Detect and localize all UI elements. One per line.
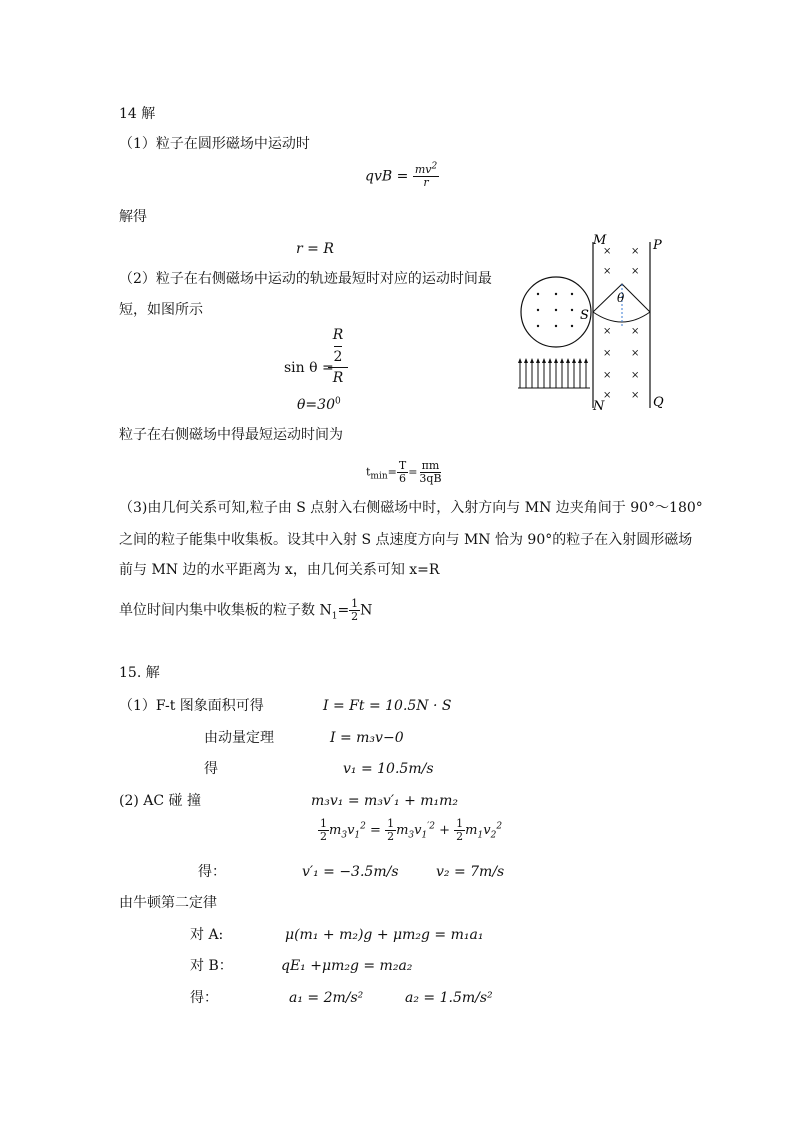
q15-eq-v1: v₁ = 10.5m/s: [343, 761, 434, 777]
svg-text:×: ×: [603, 326, 612, 337]
svg-text:×: ×: [603, 390, 612, 401]
label-s: S: [580, 308, 589, 323]
label-p: P: [653, 238, 662, 253]
q15-eq-b: qE₁ +μm₂g = m₂a₂: [281, 958, 413, 974]
q15-eq-momentum: I = m₃v−0: [330, 730, 404, 746]
svg-text:×: ×: [631, 370, 640, 381]
label-q: Q: [653, 395, 664, 410]
q14-count-suffix: N: [360, 602, 373, 619]
q14-part3-line4: 单位时间内集中收集板的粒子数 $N_1=$ $\frac{1}{2}$ N: [119, 597, 373, 623]
q15-eq-v2: v₂ = 7m/s: [436, 864, 505, 880]
q15-part1-label: （1）F-t 图象面积可得: [119, 698, 264, 714]
q14-theta-text: θ=30: [297, 397, 335, 413]
q14-eq-tmin: $t_{min}=$ $\frac{T}{6}$ = $\frac{\pi m}{3qB}$: [366, 459, 442, 485]
q14-theta-degree: 0: [334, 396, 341, 407]
q15-get2-label: 得：: [198, 864, 226, 880]
svg-text:×: ×: [603, 266, 612, 277]
q14-eq-lorentz: qvB = $\frac{mv^2}{r}$: [365, 161, 438, 189]
q15-part2-label: (2) AC 碰 撞: [119, 793, 202, 809]
q14-time-text: 粒子在右侧磁场中得最短运动时间为: [119, 427, 343, 443]
label-n: N: [593, 399, 605, 414]
q14-part3-line1: （3)由几何关系可知,粒子由 S 点射入右侧磁场中时，入射方向与 MN 边夹角间于 90°～180°: [119, 500, 703, 516]
q15-eq-v1prime: v′₁ = −3.5m/s: [302, 864, 399, 880]
arrow-heads: [518, 358, 588, 363]
q15-newton-label: 由牛顿第二定律: [119, 895, 217, 911]
svg-text:×: ×: [631, 326, 640, 337]
svg-text:×: ×: [631, 348, 640, 359]
q15-eq-energy: $\frac{1}{2}$ $m_3v_1^2$ = $\frac{1}{2}$ $m_3v_1^{'2}$ + $\frac{1}{2}$ $m_1v_2^2$: [320, 817, 503, 843]
q14-count-sub: 1: [331, 611, 338, 622]
q15-get-label: 得: [204, 761, 218, 777]
q14-eq-r: r = R: [296, 241, 334, 257]
field-dots: [537, 293, 573, 327]
q15-final-label: 得：: [190, 990, 218, 1006]
q15-header: 15. 解: [119, 665, 160, 681]
q15-eq-impulse: I = Ft = 10.5N · S: [323, 698, 452, 714]
q14-part1-label: （1）粒子在圆形磁场中运动时: [119, 136, 310, 152]
svg-text:×: ×: [603, 246, 612, 257]
q14-part3-line2: 之间的粒子能集中收集板。设其中入射 S 点速度方向与 MN 恰为 90°的粒子在入射圆形磁场: [119, 532, 693, 548]
q14-header: 14 解: [119, 106, 156, 122]
field-crosses: [603, 246, 639, 401]
q15-eq-collision: m₃v₁ = m₃v′₁ + m₁m₂: [311, 793, 459, 809]
svg-text:×: ×: [631, 246, 640, 257]
particle-beam-arrows: [518, 362, 590, 388]
label-m: M: [593, 233, 607, 248]
q14-solved-label: 解得: [119, 209, 147, 225]
q14-theta-value: [297, 396, 341, 414]
svg-text:×: ×: [631, 390, 640, 401]
q14-part2-line2: 短，如图所示: [119, 302, 203, 318]
svg-text:×: ×: [603, 348, 612, 359]
q14-part2-line1: （2）粒子在右侧磁场中运动的轨迹最短时对应的运动时间最: [119, 271, 492, 287]
q15-eq-a2: a₂ = 1.5m/s²: [405, 990, 493, 1006]
q14-count-eq: =: [337, 602, 350, 619]
q14-count-prefix: 单位时间内集中收集板的粒子数 N: [119, 602, 332, 619]
q15-eq-a: μ(m₁ + m₂)g + μm₂g = m₁a₁: [285, 927, 484, 943]
q15-b-label: 对 B：: [190, 958, 233, 974]
q15-eq-a1: a₁ = 2m/s²: [289, 990, 364, 1006]
q15-a-label: 对 A:: [190, 927, 224, 943]
svg-text:×: ×: [603, 370, 612, 381]
q14-part3-line3: 前与 MN 边的水平距离为 x，由几何关系可知 x=R: [119, 562, 440, 578]
magnetic-field-diagram: [514, 232, 674, 414]
q15-momentum-label: 由动量定理: [204, 730, 274, 746]
svg-text:×: ×: [631, 266, 640, 277]
label-theta: θ: [617, 291, 625, 305]
